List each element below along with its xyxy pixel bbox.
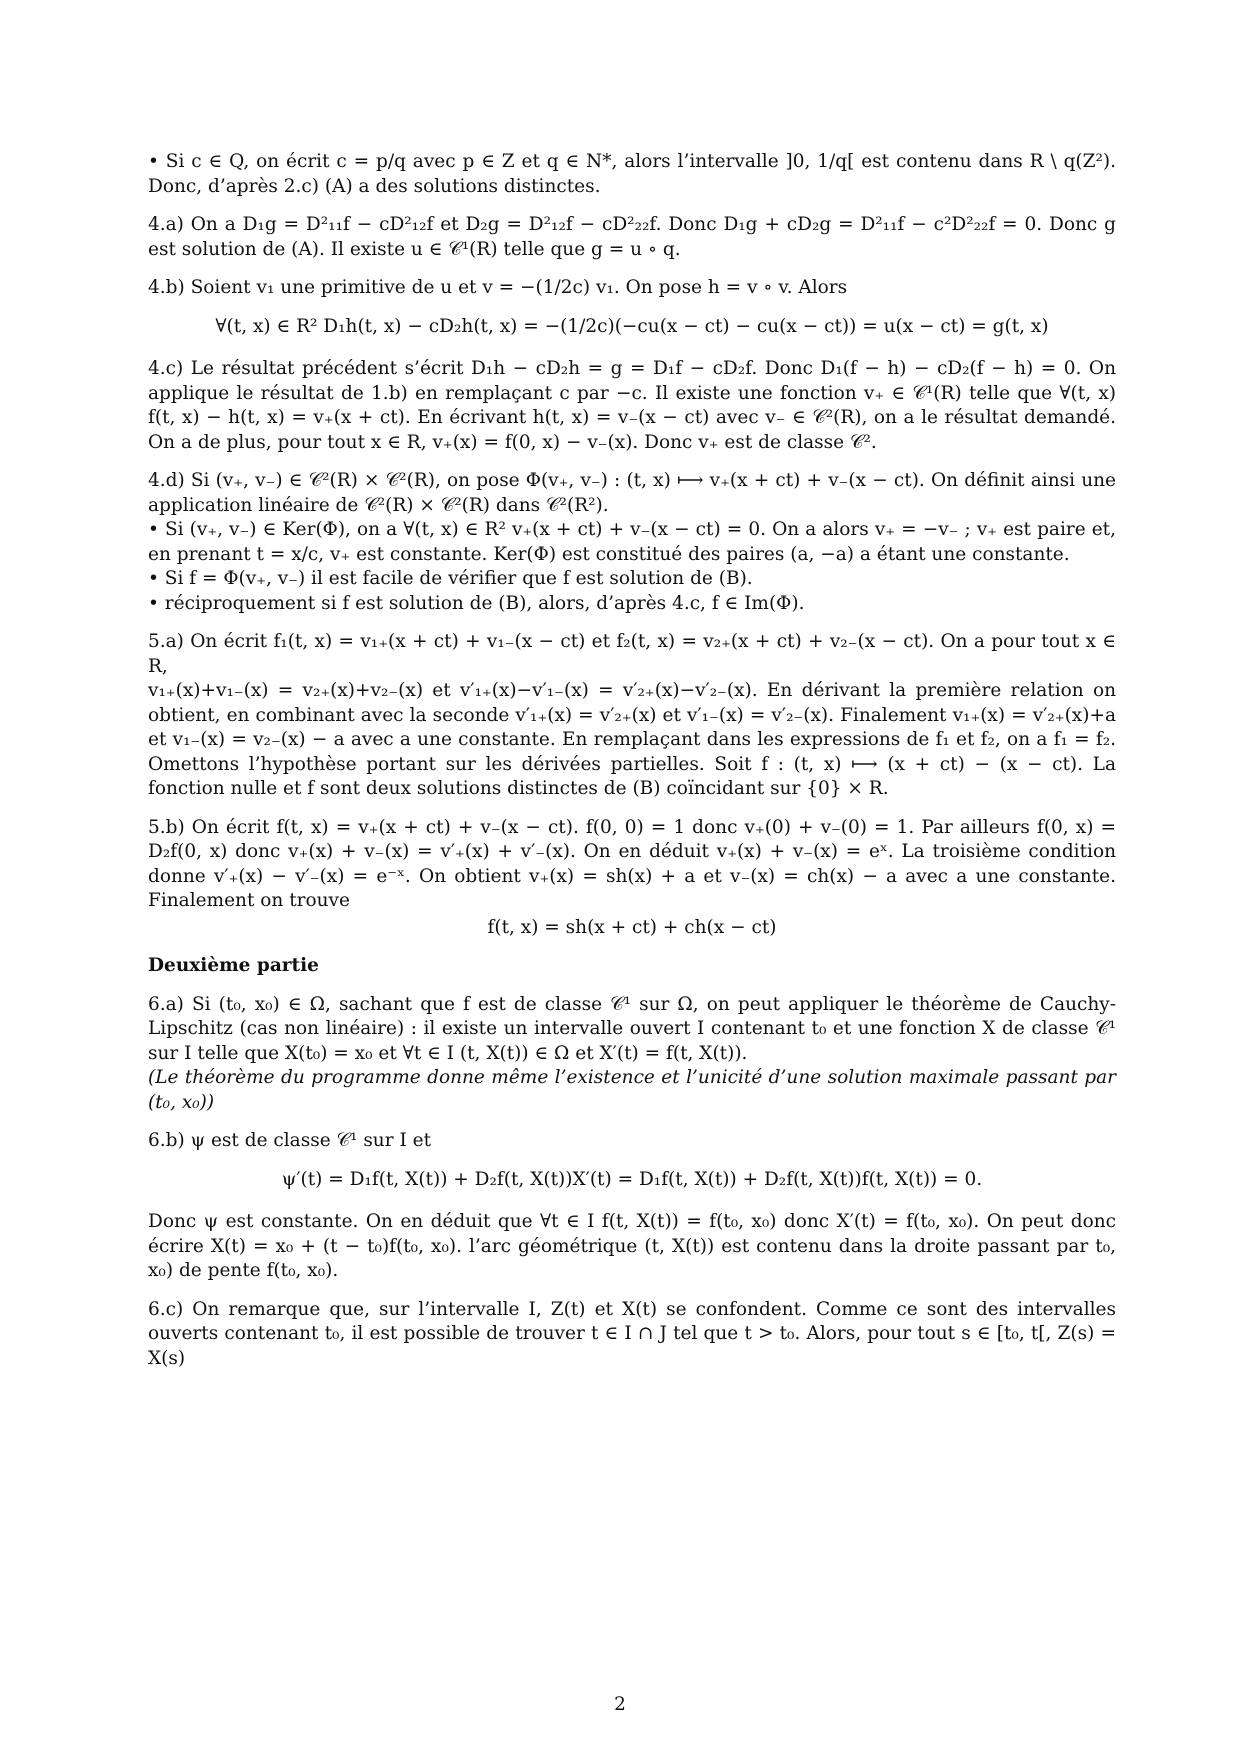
- para-4d: 4.d) Si (v₊, v₋) ∈ 𝒞²(R) × 𝒞²(R), on pose Φ(v₊, v₋) : (t, x) ⟼ v₊(x + ct) + v₋(x − ct). On définit ainsi une application linéaire de 𝒞²(R) × 𝒞²(R) dans 𝒞²(R²). • Si (v₊, v₋) ∈ Ker(Φ), on a ∀(t, x) ∈ R² v₊(x + ct) + v₋(x − ct) = 0. On a alors v₊ = −v₋ ; v₊ est paire et, en prenant t = x/c, v₊ est constante. Ker(Φ) est constitué des paires (a, −a) a étant une constante. • Si f = Φ(v₊, v₋) il est facile de vérifier que f est solution de (B). • réciproquement si f est solution de (B), alors, d’après 4.c, f ∈ Im(Φ).: [148, 470, 1116, 614]
- para-4b: 4.b) Soient v₁ une primitive de u et v = −(1/2c) v₁. On pose h = v ∘ v. Alors: [148, 277, 848, 298]
- section-heading: Deuxième partie: [148, 955, 319, 976]
- para-5b: 5.b) On écrit f(t, x) = v₊(x + ct) + v₋(x − ct). f(0, 0) = 1 donc v₊(0) + v₋(0) = 1. Par ailleurs f(0, x) = D₂f(0, x) donc v₊(x) + v₋(x) = v′₊(x) + v′₋(x). On en déduit v₊(x) + v₋(x) = eˣ. La troisième condition donne v′₊(x) − v′₋(x) = e⁻ˣ. On obtient v₊(x) = sh(x) + a et v₋(x) = ch(x) − a avec a une constante. Finalement on trouve: [148, 816, 1116, 911]
- equation-4b: ∀(t, x) ∈ R² D₁h(t, x) − cD₂h(t, x) = −(1/2c)(−cu(x − ct) − cu(x − ct)) = u(x − ct) = g(t, x): [215, 315, 1049, 337]
- para-6b-suite: Donc ψ est constante. On en déduit que ∀t ∈ I f(t, X(t)) = f(t₀, x₀) donc X′(t) = f(t₀, x₀). On peut donc écrire X(t) = x₀ + (t − t₀)f(t₀, x₀). l’arc géométrique (t, X(t)) est contenu dans la droite passant par t₀, x₀) de pente f(t₀, x₀).: [148, 1211, 1116, 1281]
- page-body: [148, 150, 1116, 1730]
- equation-6b: ψ′(t) = D₁f(t, X(t)) + D₂f(t, X(t))X′(t) = D₁f(t, X(t)) + D₂f(t, X(t))f(t, X(t)) = 0.: [281, 1168, 983, 1190]
- para-4c: 4.c) Le résultat précédent s’écrit D₁h − cD₂h = g = D₁f − cD₂f. Donc D₁(f − h) − cD₂(f − h) = 0. On applique le résultat de 1.b) en remplaçant c par −c. Il existe une fonction v₊ ∈ 𝒞¹(R) telle que ∀(t, x) f(t, x) − h(t, x) = v₊(x + ct). En écrivant h(t, x) = v₋(x − ct) avec v₋ ∈ 𝒞²(R), on a le résultat demandé. On a de plus, pour tout x ∈ R, v₊(x) = f(0, x) − v₋(x). Donc v₊ est de classe 𝒞².: [148, 358, 1116, 453]
- para-6b: 6.b) ψ est de classe 𝒞¹ sur I et: [148, 1130, 432, 1151]
- para-6c: 6.c) On remarque que, sur l’intervalle I, Z(t) et X(t) se confondent. Comme ce sont des intervalles ouverts contenant t₀, il est possible de trouver t ∈ I ∩ J tel que t > t₀. Alors, pour tout s ∈ [t₀, t[, Z(s) = X(s): [148, 1298, 1116, 1369]
- page-number: 2: [614, 1694, 626, 1715]
- para-5a: 5.a) On écrit f₁(t, x) = v₁₊(x + ct) + v₁₋(x − ct) et f₂(t, x) = v₂₊(x + ct) + v₂₋(x − ct). On a pour tout x ∈ R, v₁₊(x)+v₁₋(x) = v₂₊(x)+v₂₋(x) et v′₁₊(x)−v′₁₋(x) = v′₂₊(x)−v′₂₋(x). En dérivant la première relation on obtient, en combinant avec la seconde v′₁₊(x) = v′₂₊(x) et v′₁₋(x) = v′₂₋(x). Finalement v₁₊(x) = v′₂₊(x)+a et v₁₋(x) = v₂₋(x) − a avec a une constante. En remplaçant dans les expressions de f₁ et f₂, on a f₁ = f₂. Omettons l’hypothèse portant sur les dérivées partielles. Soit f : (t, x) ⟼ (x + ct) − (x − ct). La fonction nulle et f sont deux solutions distinctes de (B) coïncidant sur {0} × R.: [148, 631, 1116, 799]
- para-si-c-rationnel: • Si c ∈ Q, on écrit c = p/q avec p ∈ Z et q ∈ N*, alors l’intervalle ]0, 1/q[ est contenu dans R \ q(Z²). Donc, d’après 2.c) (A) a des solutions distinctes.: [148, 151, 1116, 197]
- para-4a: 4.a) On a D₁g = D²₁₁f − cD²₁₂f et D₂g = D²₁₂f − cD²₂₂f. Donc D₁g + cD₂g = D²₁₁f − c²D²₂₂f = 0. Donc g est solution de (A). Il existe u ∈ 𝒞¹(R) telle que g = u ∘ q.: [148, 214, 1116, 260]
- para-6a-note: (Le théorème du programme donne même l’existence et l’unicité d’une solution maximale passant par (t₀, x₀)): [148, 1067, 1116, 1113]
- equation-5b: f(t, x) = sh(x + ct) + ch(x − ct): [487, 916, 777, 938]
- para-6a: 6.a) Si (t₀, x₀) ∈ Ω, sachant que f est de classe 𝒞¹ sur Ω, on peut appliquer le théorème de Cauchy-Lipschitz (cas non linéaire) : il existe un intervalle ouvert I contenant t₀ et une fonction X de classe 𝒞¹ sur I telle que X(t₀) = x₀ et ∀t ∈ I (t, X(t)) ∈ Ω et X′(t) = f(t, X(t)).: [148, 993, 1116, 1064]
